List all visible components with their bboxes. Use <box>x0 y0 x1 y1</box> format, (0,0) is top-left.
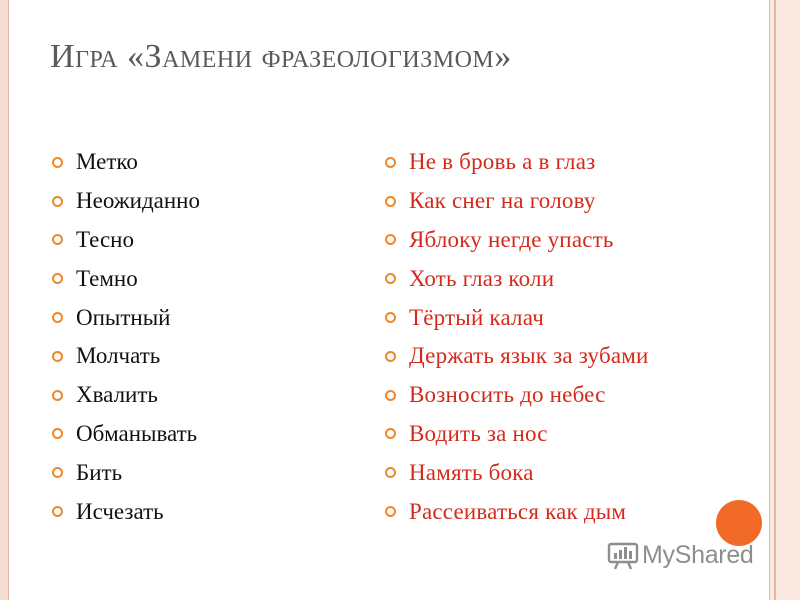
right-decor-strip <box>768 0 800 600</box>
phrase-list <box>383 143 753 531</box>
list-item <box>50 143 370 182</box>
phrase-text: Яблоку негде упасть <box>409 226 614 252</box>
title-words-2: амени фразеологизмом <box>162 38 495 75</box>
bullet-icon <box>385 467 396 478</box>
phrase-text: Рассеиваться как дым <box>409 498 627 524</box>
phrase-text: Не в бровь а в глаз <box>409 149 596 175</box>
list-item <box>50 492 370 531</box>
word-text: Обманывать <box>76 420 198 446</box>
list-item <box>50 376 370 415</box>
word-text: Бить <box>76 459 123 485</box>
phrase-text: Водить за нос <box>409 420 548 446</box>
bullet-icon <box>385 234 396 245</box>
phrase-text: Держать язык за зубами <box>409 343 649 369</box>
list-item <box>383 492 753 531</box>
list-item <box>383 337 753 376</box>
list-item <box>383 453 753 492</box>
bullet-icon <box>385 157 396 168</box>
list-item <box>50 453 370 492</box>
word-text: Молчать <box>76 343 161 369</box>
bullet-icon <box>385 351 396 362</box>
title-letter-1: И <box>50 38 76 75</box>
bullet-icon <box>52 506 63 517</box>
list-item <box>383 221 753 260</box>
phrase-text: Возносить до небес <box>409 382 606 408</box>
bullet-icon <box>385 428 396 439</box>
list-item <box>383 259 753 298</box>
bullet-icon <box>385 506 396 517</box>
word-text: Исчезать <box>76 498 164 524</box>
watermark-text: MyShared <box>642 540 754 569</box>
page-title <box>50 38 730 76</box>
title-letter-2: З <box>144 38 163 75</box>
bullet-icon <box>52 273 63 284</box>
title-word-1: гра <box>75 38 119 75</box>
bullet-icon <box>52 157 63 168</box>
bullet-icon <box>52 196 63 207</box>
bullet-icon <box>385 273 396 284</box>
myshared-logo-icon <box>606 539 640 571</box>
bullet-icon <box>52 234 63 245</box>
title-quote-open: « <box>127 38 145 75</box>
word-text: Темно <box>76 265 138 291</box>
phrase-text: Тёртый калач <box>409 304 544 330</box>
word-text: Неожиданно <box>76 188 200 214</box>
list-item <box>383 415 753 454</box>
word-text: Тесно <box>76 226 134 252</box>
watermark <box>606 537 766 573</box>
bullet-icon <box>52 390 63 401</box>
list-item <box>50 259 370 298</box>
bullet-icon <box>385 390 396 401</box>
phrase-text: Намять бока <box>409 459 534 485</box>
bullet-icon <box>52 428 63 439</box>
bullet-icon <box>52 351 63 362</box>
list-item <box>50 298 370 337</box>
bullet-icon <box>385 196 396 207</box>
phrase-text: Хоть глаз коли <box>409 265 555 291</box>
bullet-icon <box>385 312 396 323</box>
bullet-icon <box>52 467 63 478</box>
list-item <box>383 182 753 221</box>
word-text: Хвалить <box>76 382 158 408</box>
phrase-text: Как снег на голову <box>409 188 596 214</box>
list-item <box>50 182 370 221</box>
list-item <box>50 415 370 454</box>
list-item <box>50 221 370 260</box>
list-item <box>383 143 753 182</box>
word-text: Опытный <box>76 304 171 330</box>
word-list <box>50 143 370 531</box>
word-text: Метко <box>76 149 138 175</box>
bullet-icon <box>52 312 63 323</box>
list-item <box>383 298 753 337</box>
list-item <box>383 376 753 415</box>
list-item <box>50 337 370 376</box>
title-quote-close: » <box>494 38 512 75</box>
